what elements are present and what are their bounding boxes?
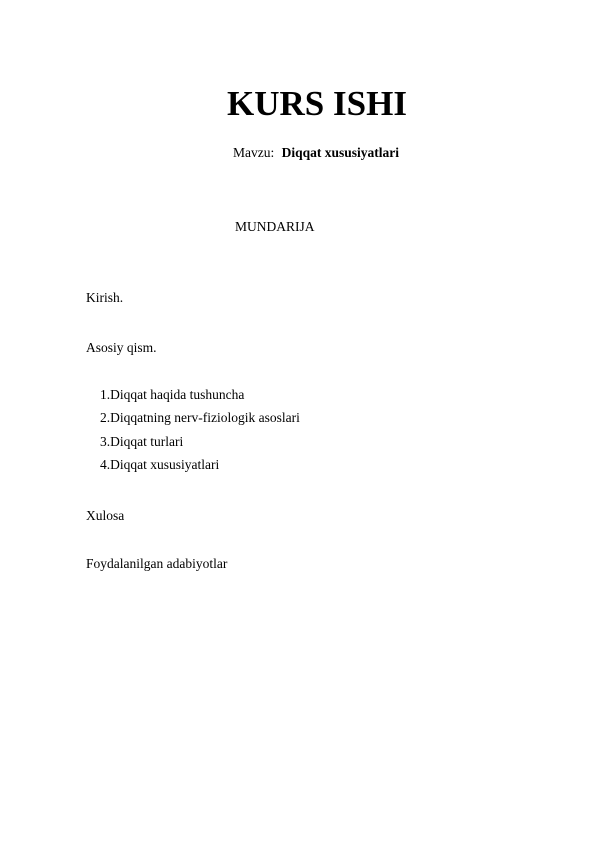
toc-subitem: 2.Diqqatning nerv-fiziologik asoslari [100,410,300,425]
subject-line [233,144,399,162]
toc-subitem: 4.Diqqat xususiyatlari [100,457,220,472]
toc-item-references: Foydalanilgan adabiyotlar [86,556,228,571]
toc-subitem: 1.Diqqat haqida tushuncha [100,387,245,402]
subject-value: Diqqat xususiyatlari [281,145,400,160]
subject-label: Mavzu: [233,145,275,160]
toc-subitem: 3.Diqqat turlari [100,434,184,449]
toc-item-conclusion: Xulosa [86,508,125,523]
document-title: KURS ISHI [227,84,407,123]
toc-item-main-part: Asosiy qism. [86,340,157,355]
contents-heading: MUNDARIJA [235,219,315,234]
toc-item-intro: Kirish. [86,290,124,305]
